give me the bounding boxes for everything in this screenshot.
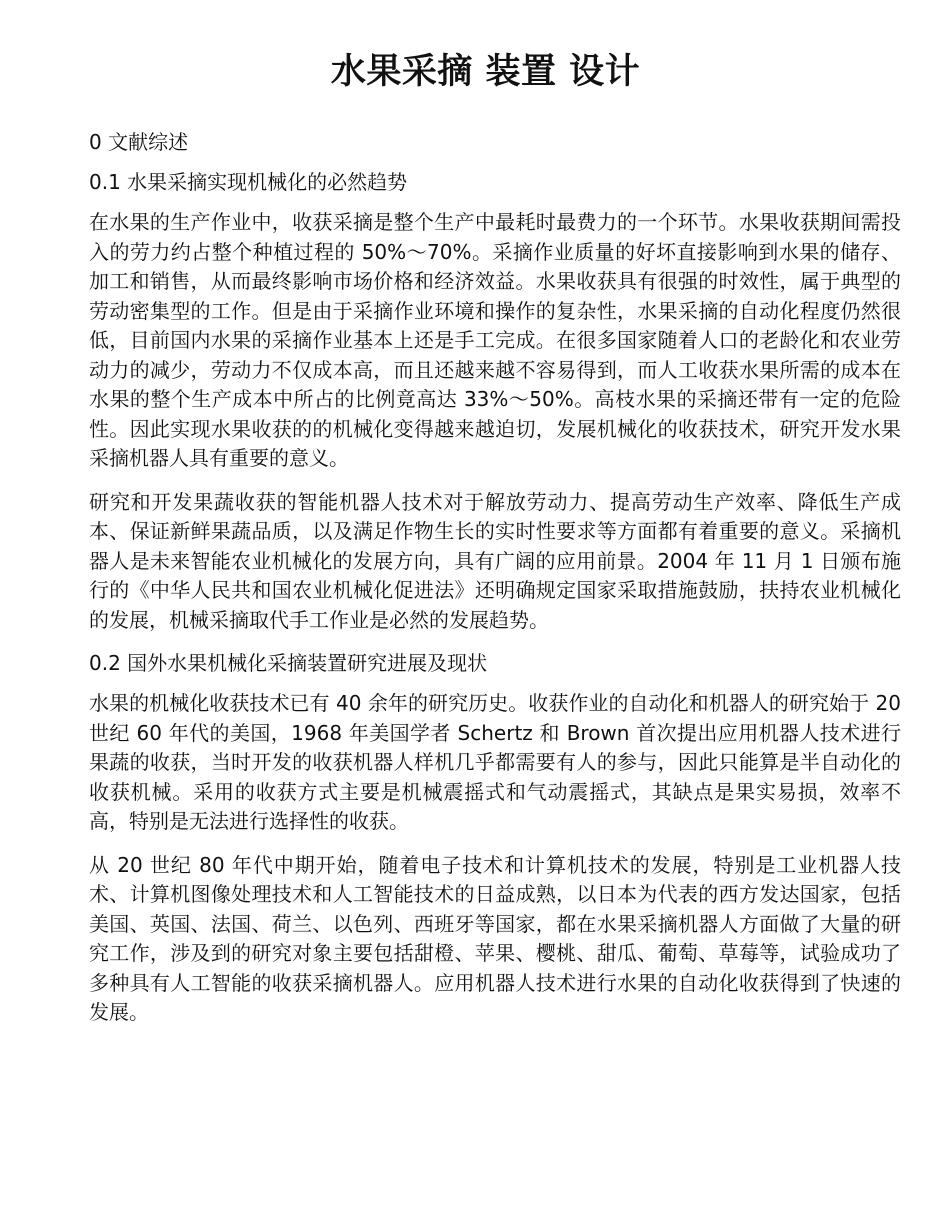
section-heading-foreign-research: 0.2 国外水果机械化采摘装置研究进展及现状 [89,651,488,675]
body-paragraph: 研究和开发果蔬收获的智能机器人技术对于解放劳动力、提高劳动生产效率、降低生产成本、保证新鲜果蔬品质，以及满足作物生长的实时性要求等方面都有着重要的意义。采摘机器人是未来智能农业机械化的发展方向，具有广阔的应用前景。2004 年 11 月 1 日颁布施行的《中华人民共和国农业机械化促进法》还明确规定国家采取措施鼓励，扶持农业机械化的发展，机械采摘取代手工作业是必然的发展趋势。 [89,489,901,632]
section-heading-literature-review: 0 文献综述 [89,130,189,154]
section-heading-mechanization-trend: 0.1 水果采摘实现机械化的必然趋势 [89,170,408,194]
page-title: 水果采摘 装置 设计 [330,52,641,92]
body-paragraph: 在水果的生产作业中，收获采摘是整个生产中最耗时最费力的一个环节。水果收获期间需投入的劳力约占整个种植过程的 50%～70%。采摘作业质量的好坏直接影响到水果的储存、加工和销售，从而最终影响市场价格和经济效益。水果收获具有很强的时效性，属于典型的劳动密集型的工作。但是由于采摘作业环境和操作的复杂性，水果采摘的自动化程度仍然很低，目前国内水果的采摘作业基本上还是手工完成。在很多国家随着人口的老龄化和农业劳动力的减少，劳动力不仅成本高，而且还越来越不容易得到，而人工收获水果所需的成本在水果的整个生产成本中所占的比例竟高达 33%～50%。高枝水果的采摘还带有一定的危险性。因此实现水果收获的的机械化变得越来越迫切，发展机械化的收获技术，研究开发水果采摘机器人具有重要的意义。 [89,210,901,470]
body-paragraph: 从 20 世纪 80 年代中期开始，随着电子技术和计算机技术的发展，特别是工业机器人技术、计算机图像处理技术和人工智能技术的日益成熟，以日本为代表的西方发达国家，包括美国、英国、法国、荷兰、以色列、西班牙等国家，都在水果采摘机器人方面做了大量的研究工作，涉及到的研究对象主要包括甜橙、苹果、樱桃、甜瓜、葡萄、草莓等，试验成功了多种具有人工智能的收获采摘机器人。应用机器人技术进行水果的自动化收获得到了快速的发展。 [89,852,901,1024]
body-paragraph: 水果的机械化收获技术已有 40 余年的研究历史。收获作业的自动化和机器人的研究始于 20 世纪 60 年代的美国，1968 年美国学者 Schertz 和 Brown 首次提出应用机器人技术进行果蔬的收获，当时开发的收获机器人样机几乎都需要有人的参与，因此只能算是半自动化的收获机械。采用的收获方式主要是机械震摇式和气动震摇式，其缺点是果实易损，效率不高，特别是无法进行选择性的收获。 [89,691,901,833]
